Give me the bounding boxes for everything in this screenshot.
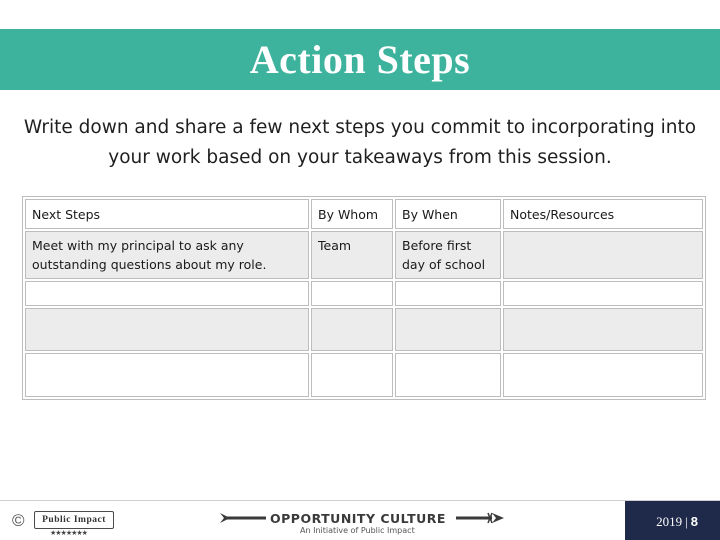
cell-by-whom[interactable] bbox=[311, 281, 393, 306]
cell-by-whom[interactable] bbox=[311, 308, 393, 351]
cell-next-steps[interactable] bbox=[25, 281, 309, 306]
header-by-when: By When bbox=[395, 199, 501, 229]
cell-notes-resources[interactable] bbox=[503, 353, 703, 397]
opportunity-culture-tagline: An Initiative of Public Impact bbox=[300, 526, 415, 535]
page-number: 8 bbox=[690, 514, 698, 529]
table-row bbox=[25, 353, 703, 397]
header-notes-resources: Notes/Resources bbox=[503, 199, 703, 229]
title-bar bbox=[0, 29, 720, 90]
cell-by-whom[interactable]: Team bbox=[311, 231, 393, 279]
opportunity-culture-name: OPPORTUNITY CULTURE bbox=[270, 511, 446, 526]
cell-notes-resources[interactable] bbox=[503, 231, 703, 279]
cell-by-when[interactable] bbox=[395, 281, 501, 306]
table-row bbox=[25, 308, 703, 351]
table-row bbox=[25, 231, 703, 279]
stars-icon: ★★★★★★★ bbox=[50, 530, 87, 537]
table-row bbox=[25, 281, 703, 306]
public-impact-logo bbox=[34, 511, 114, 529]
footer bbox=[0, 501, 720, 540]
cell-next-steps[interactable] bbox=[25, 353, 309, 397]
page-info bbox=[656, 514, 698, 530]
page-title: Action Steps bbox=[249, 37, 471, 82]
copyright-icon: © bbox=[12, 511, 25, 530]
table-header-row bbox=[25, 199, 703, 229]
year-label: 2019 bbox=[656, 514, 683, 529]
page-separator: | bbox=[685, 514, 688, 529]
opportunity-culture-logo bbox=[220, 509, 505, 537]
public-impact-logo-text: Public Impact bbox=[42, 515, 106, 525]
cell-by-when[interactable] bbox=[395, 353, 501, 397]
header-by-whom: By Whom bbox=[311, 199, 393, 229]
action-steps-table bbox=[22, 196, 706, 400]
cell-notes-resources[interactable] bbox=[503, 308, 703, 351]
cell-by-when[interactable]: Before first day of school bbox=[395, 231, 501, 279]
cell-next-steps[interactable] bbox=[25, 308, 309, 351]
cell-by-whom[interactable] bbox=[311, 353, 393, 397]
instructions-text: Write down and share a few next steps you commit to incorporating into your work based on your takeaways from this session. bbox=[23, 117, 697, 168]
header-next-steps: Next Steps bbox=[25, 199, 309, 229]
cell-next-steps[interactable]: Meet with my principal to ask any outstanding questions about my role. bbox=[25, 231, 309, 279]
cell-by-when[interactable] bbox=[395, 308, 501, 351]
action-steps-table-container bbox=[22, 196, 698, 400]
cell-notes-resources[interactable] bbox=[503, 281, 703, 306]
